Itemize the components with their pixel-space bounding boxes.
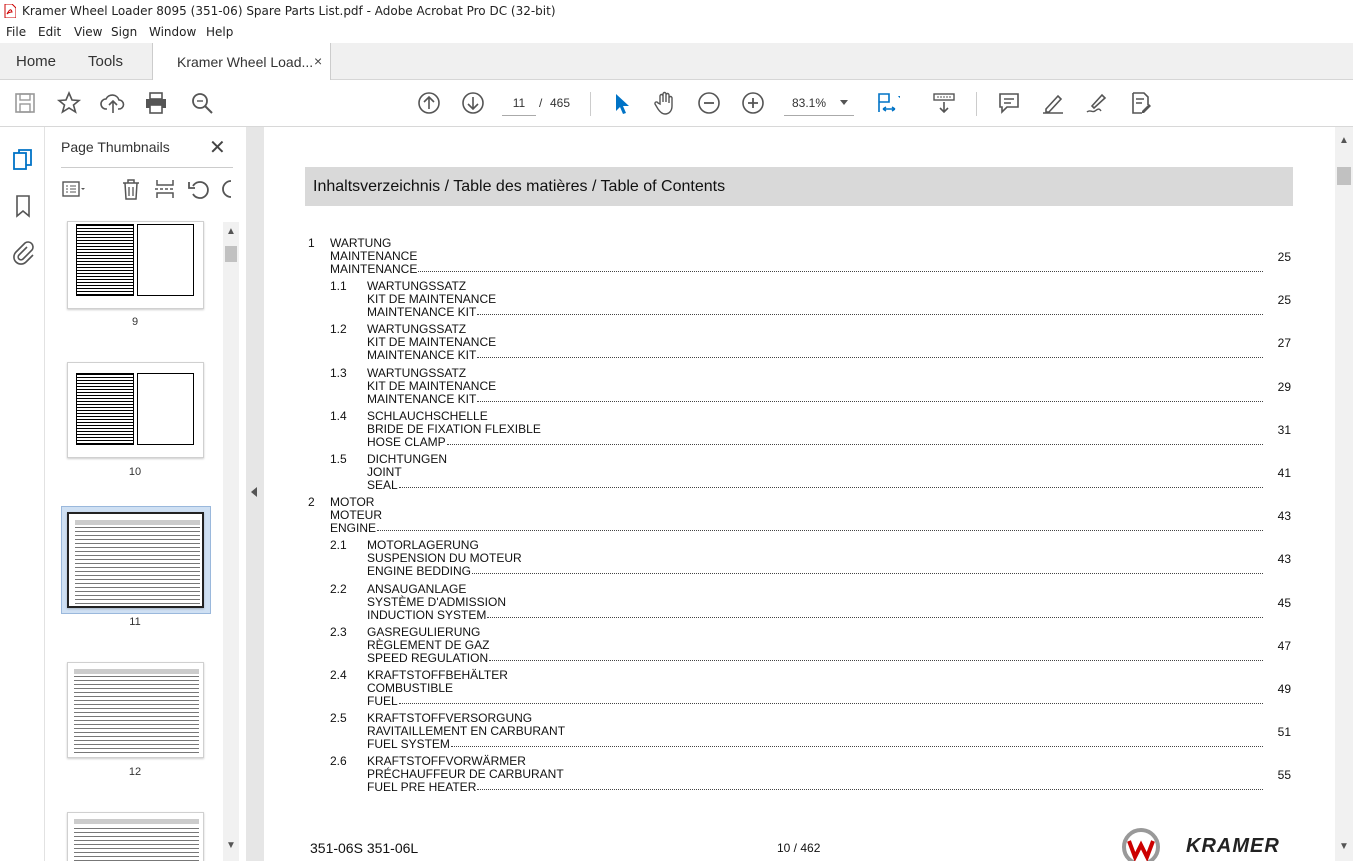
rotate-left-icon[interactable] — [187, 177, 211, 201]
thumbnail-page-10[interactable] — [67, 362, 204, 458]
toc-entry-page[interactable]: 25 — [1277, 293, 1291, 308]
toc-entry-line: FUEL PRE HEATER — [367, 780, 477, 795]
toc-entry-line: FUEL — [367, 694, 398, 708]
toc-entry-page[interactable]: 29 — [1277, 379, 1291, 394]
toc-entry-title[interactable] — [330, 237, 417, 276]
toc-entry-line: SYSTÈME D'ADMISSION — [367, 594, 506, 609]
menu-sign[interactable]: Sign — [111, 25, 138, 39]
toc-entry-line: ANSAUGANLAGE — [367, 581, 467, 596]
edit-pdf-icon[interactable] — [1128, 90, 1154, 116]
page-thumbnails-panel — [45, 127, 246, 861]
star-icon[interactable] — [56, 90, 82, 116]
toc-entry-line: DICHTUNGEN — [367, 452, 447, 466]
zoom-level-select[interactable]: 83.1% — [784, 90, 854, 116]
thumbnail-content — [74, 669, 199, 674]
thumbnail-content — [74, 669, 199, 755]
toc-entry-number: 1.3 — [330, 365, 347, 380]
toc-entry-page[interactable]: 27 — [1277, 336, 1291, 351]
page-number-input[interactable]: 11 — [502, 90, 536, 116]
toc-header — [305, 167, 1293, 206]
toc-entry-line: MOTORLAGERUNG — [367, 538, 479, 553]
toc-entry-line: BRIDE DE FIXATION FLEXIBLE — [367, 421, 541, 436]
document-page-number: 10 / 462 — [777, 841, 821, 855]
toc-entry-page[interactable]: 51 — [1277, 725, 1291, 740]
toc-entry-page[interactable]: 25 — [1277, 250, 1291, 264]
tab-document[interactable] — [152, 43, 331, 80]
upload-icon[interactable] — [100, 90, 126, 116]
zoom-in-icon[interactable] — [740, 90, 766, 116]
toc-entry-line: KIT DE MAINTENANCE — [367, 335, 497, 350]
thumbnail-label: 12 — [128, 766, 142, 778]
toc-entry-line: WARTUNGSSATZ — [367, 279, 467, 294]
toc-entry-line: ENGINE — [330, 521, 377, 536]
bookmark-icon[interactable] — [10, 193, 36, 219]
toc-entry-line: MAINTENANCE KIT — [367, 348, 477, 363]
thumbnail-content — [137, 373, 194, 445]
toc-entry-line: KRAFTSTOFFBEHÄLTER — [367, 668, 508, 682]
hand-icon[interactable] — [652, 90, 678, 116]
title-bar — [0, 0, 1353, 23]
toc-entry-line: ENGINE BEDDING — [367, 564, 472, 579]
toc-entry-line: MAINTENANCE KIT — [367, 391, 477, 406]
toc-entry-line: HOSE CLAMP — [367, 434, 446, 449]
toc-entry-line: INDUCTION SYSTEM — [367, 607, 487, 622]
toc-entry-line: GASREGULIERUNG — [367, 624, 481, 639]
toc-entry-page[interactable]: 45 — [1277, 595, 1291, 610]
toc-entry-line: PRÉCHAUFFEUR DE CARBURANT — [367, 767, 564, 782]
toc-leader-dots — [447, 444, 1263, 445]
toolbar-divider — [590, 92, 591, 116]
toc-entry-page[interactable]: 49 — [1277, 682, 1291, 696]
comment-icon[interactable] — [996, 90, 1022, 116]
toc-entry-line: MOTEUR — [330, 508, 382, 523]
menu-bar — [0, 23, 1353, 43]
save-icon[interactable] — [12, 90, 38, 116]
toc-entry-line: KRAFTSTOFFVERSORGUNG — [367, 711, 533, 726]
toc-entry-number: 2.5 — [330, 711, 347, 726]
toc-entry-line: KRAFTSTOFFVORWÄRMER — [367, 754, 526, 769]
print-icon[interactable] — [143, 90, 169, 116]
extract-pages-icon[interactable] — [153, 177, 177, 201]
toc-leader-dots — [399, 703, 1263, 704]
panel-title: Page Thumbnails — [61, 139, 170, 155]
toc-entry-page[interactable]: 43 — [1277, 509, 1291, 524]
thumbnail-label: 10 — [128, 466, 142, 478]
prev-page-icon[interactable] — [416, 90, 442, 116]
toc-entry-line: COMBUSTIBLE — [367, 681, 454, 695]
toc-entry-line: MAINTENANCE — [330, 262, 418, 276]
toc-entry-line: RÈGLEMENT DE GAZ — [367, 637, 490, 652]
menu-help[interactable]: Help — [206, 25, 234, 39]
document-view[interactable] — [264, 127, 1335, 861]
thumbnail-page-11[interactable] — [67, 512, 204, 608]
toc-entry-number: 1.4 — [330, 408, 347, 423]
panel-collapse-bar[interactable] — [246, 127, 264, 861]
toc-leader-dots — [418, 271, 1263, 272]
toc-entry-line: SUSPENSION DU MOTEUR — [367, 551, 522, 566]
thumbnail-content — [76, 224, 134, 296]
thumbnail-page-13[interactable] — [67, 812, 204, 861]
rotate-right-icon[interactable] — [217, 177, 233, 201]
thumbnail-label: 11 — [129, 616, 141, 628]
toc-entry-page[interactable]: 55 — [1277, 768, 1291, 783]
toc-entry-page[interactable]: 43 — [1277, 552, 1291, 567]
tab-bar — [0, 43, 1353, 80]
brand-name: KRAMER — [1186, 835, 1280, 857]
next-page-icon[interactable] — [460, 90, 486, 116]
chevron-down-icon[interactable] — [840, 100, 848, 105]
toc-entry-number: 1.2 — [330, 322, 347, 337]
toc-entry-line: KIT DE MAINTENANCE — [367, 378, 497, 393]
thumbnail-content — [74, 825, 199, 861]
window-title: Kramer Wheel Loader 8095 (351-06) Spare Parts List.pdf - Adobe Acrobat Pro DC (32-bit) — [22, 4, 556, 18]
collapse-arrow-icon[interactable] — [251, 487, 257, 497]
thumbnail-label: 9 — [131, 316, 139, 328]
toc-entry-number: 1.1 — [330, 279, 347, 294]
thumbnail-content — [75, 520, 200, 606]
toc-entry-line: SPEED REGULATION — [367, 650, 489, 665]
left-tool-rail — [0, 127, 45, 861]
document-scrollbar[interactable] — [1335, 127, 1353, 861]
toc-entry-line: MOTOR — [330, 495, 375, 510]
toc-entry-line: KIT DE MAINTENANCE — [367, 292, 497, 307]
tab-close-button[interactable]: × — [314, 53, 323, 69]
scroll-down-icon[interactable]: ▼ — [226, 840, 236, 851]
toc-entry-line: WARTUNGSSATZ — [367, 365, 467, 380]
thumbnail-content — [137, 224, 194, 296]
toc-leader-dots — [451, 746, 1263, 747]
toc-entry-line: SCHLAUCHSCHELLE — [367, 408, 488, 423]
toc-entry-number: 2.1 — [330, 538, 347, 553]
toc-entry-line: WARTUNGSSATZ — [367, 322, 467, 337]
toc-entry-number: 2.3 — [330, 624, 347, 639]
scroll-up-icon[interactable]: ▲ — [1339, 135, 1349, 146]
page-total: 465 — [550, 96, 571, 110]
kramer-logo-icon — [1121, 827, 1161, 861]
panel-close-button[interactable]: ✕ — [209, 137, 226, 159]
acrobat-app-icon — [4, 4, 16, 18]
tab-tools[interactable]: Tools — [88, 53, 124, 70]
document-code: 351-06S 351-06L — [310, 840, 419, 856]
thumbnail-page-12[interactable] — [67, 662, 204, 758]
sign-icon[interactable] — [1084, 90, 1110, 116]
toc-leader-dots — [489, 660, 1263, 661]
delete-icon[interactable] — [119, 177, 143, 201]
page-thumbnails-icon[interactable] — [10, 147, 36, 173]
thumbnail-page-9[interactable] — [67, 221, 204, 309]
scroll-up-icon[interactable]: ▲ — [226, 226, 236, 237]
toc-entry-line: FUEL SYSTEM — [367, 737, 450, 752]
thumbnail-scrollbar[interactable] — [223, 222, 239, 861]
scroll-down-icon[interactable]: ▼ — [1339, 841, 1349, 852]
toc-leader-dots — [477, 314, 1263, 315]
toolbar-divider — [976, 92, 977, 116]
tab-home[interactable]: Home — [16, 53, 57, 70]
toc-entry-line: MAINTENANCE — [330, 249, 418, 263]
toc-entry-title[interactable] — [367, 626, 489, 665]
attachment-icon[interactable] — [10, 239, 36, 265]
toc-leader-dots — [477, 357, 1263, 358]
find-icon[interactable] — [189, 90, 215, 116]
toc-leader-dots — [477, 789, 1263, 790]
fit-page-icon[interactable] — [874, 90, 900, 116]
toc-entry-number: 1 — [308, 236, 315, 250]
toc-entry-number: 2.6 — [330, 754, 347, 769]
thumbnail-content — [74, 819, 199, 824]
toc-leader-dots — [477, 401, 1263, 402]
toolbar — [0, 80, 1353, 127]
toc-entry-page[interactable]: 31 — [1277, 422, 1291, 437]
toc-leader-dots — [377, 530, 1263, 531]
scroll-mode-icon[interactable] — [931, 90, 957, 116]
menu-window[interactable]: Window — [149, 25, 197, 39]
toc-entry-number: 2.4 — [330, 668, 347, 682]
toc-entry-line: WARTUNG — [330, 236, 392, 250]
highlight-icon[interactable] — [1040, 90, 1066, 116]
menu-file[interactable]: File — [6, 25, 27, 39]
tab-document-label: Kramer Wheel Load... — [177, 54, 314, 70]
thumbnail-options-icon[interactable] — [61, 177, 85, 201]
thumbnail-content — [76, 373, 134, 445]
toc-entry-line: RAVITAILLEMENT EN CARBURANT — [367, 724, 566, 739]
page-separator: / — [539, 96, 543, 110]
thumbnail-content — [75, 520, 200, 525]
zoom-out-icon[interactable] — [696, 90, 722, 116]
toc-leader-dots — [472, 573, 1263, 574]
toc-entry-line: JOINT — [367, 465, 402, 479]
toc-entry-number: 2.2 — [330, 581, 347, 596]
toc-entry-line: SEAL — [367, 478, 398, 492]
panel-divider — [61, 167, 233, 168]
menu-edit[interactable]: Edit — [38, 25, 62, 39]
scrollbar-thumb[interactable] — [1337, 167, 1351, 185]
toc-leader-dots — [399, 487, 1263, 488]
toc-entry-line: MAINTENANCE KIT — [367, 305, 477, 320]
scrollbar-thumb[interactable] — [225, 246, 237, 262]
toc-entry-page[interactable]: 41 — [1277, 466, 1291, 480]
toc-heading: Inhaltsverzeichnis / Table des matières / Table of Contents — [313, 178, 726, 195]
toc-entry-title[interactable] — [330, 496, 382, 535]
toc-entry-page[interactable]: 47 — [1277, 638, 1291, 653]
toc-entry-number: 1.5 — [330, 452, 347, 466]
toc-entry-number: 2 — [308, 495, 315, 510]
menu-view[interactable]: View — [74, 25, 103, 39]
toc-entry-title[interactable] — [367, 583, 506, 622]
select-cursor-icon[interactable] — [608, 90, 634, 116]
toc-leader-dots — [487, 617, 1263, 618]
